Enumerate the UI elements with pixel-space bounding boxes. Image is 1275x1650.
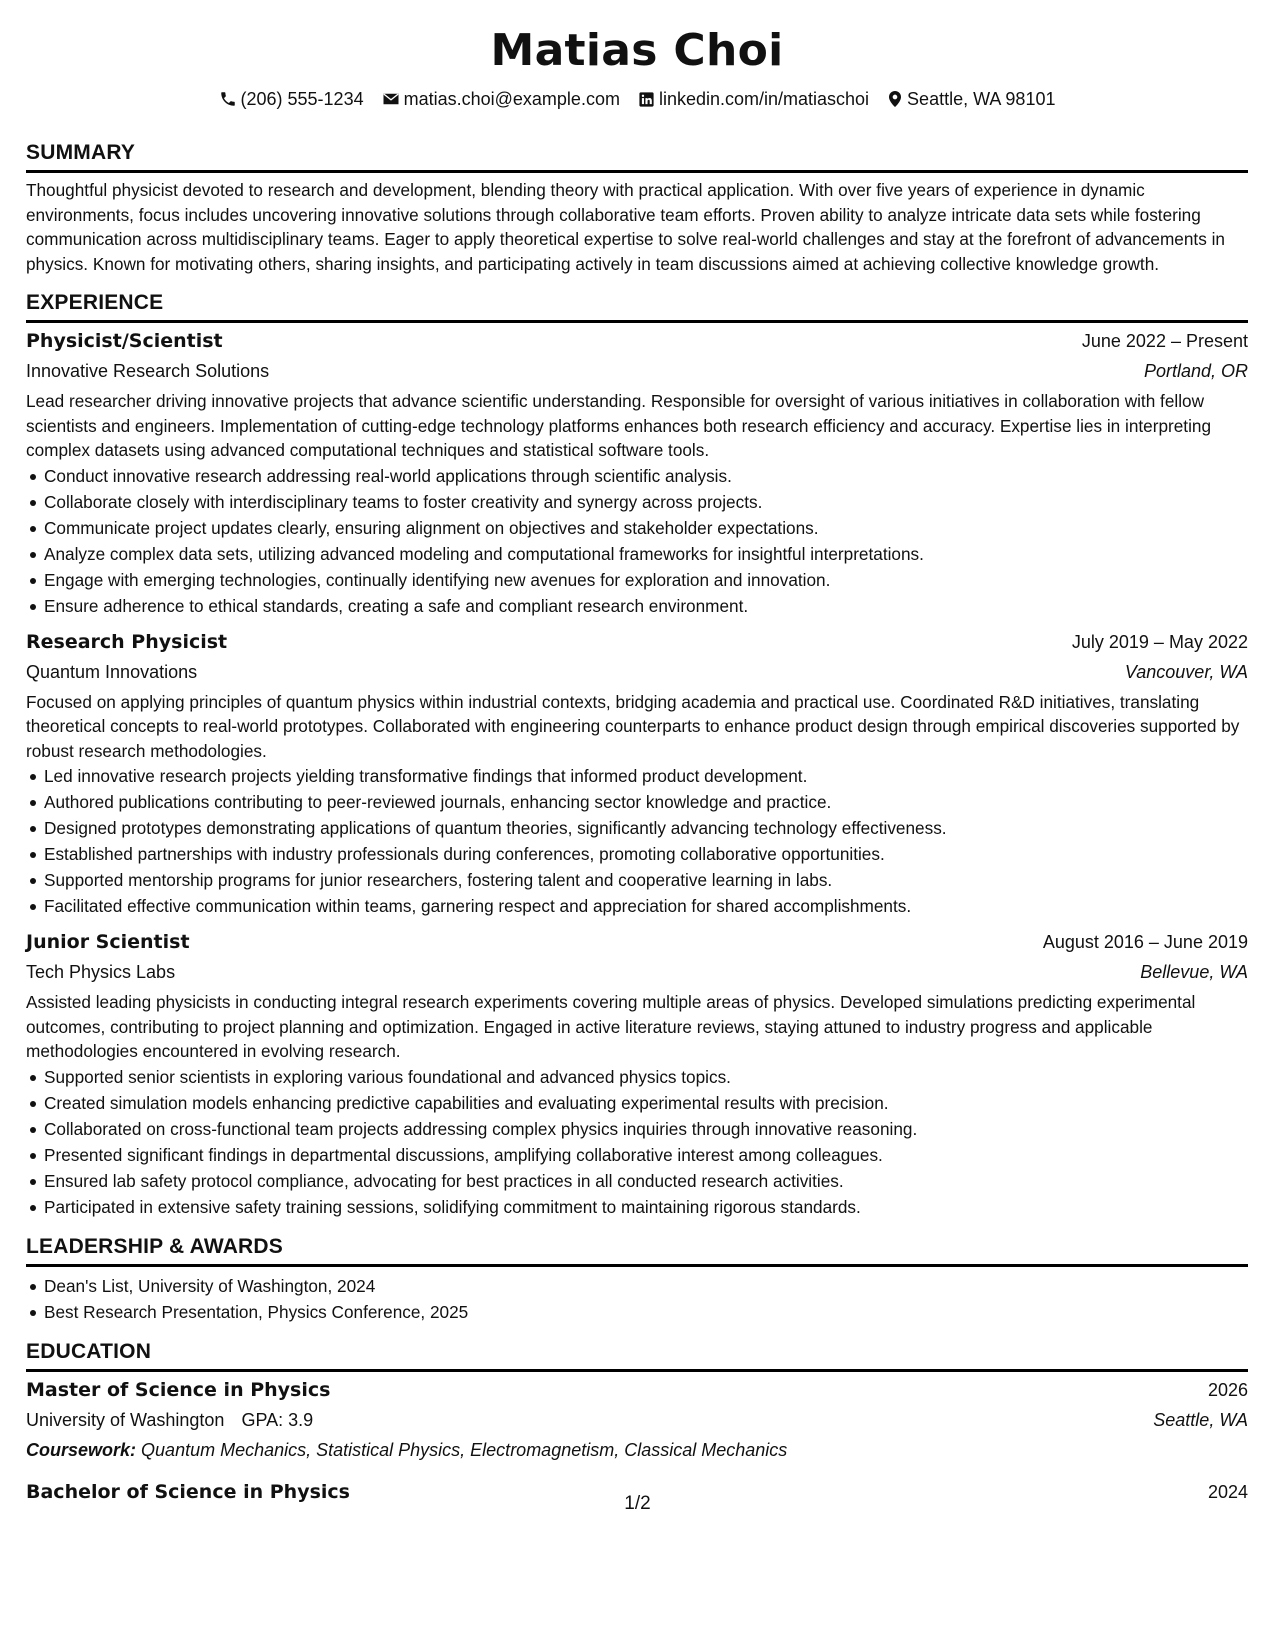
list-item: Communicate project updates clearly, ensuring alignment on objectives and stakeholder expectations. <box>44 515 1248 541</box>
awards-list <box>26 1273 1248 1325</box>
coursework-line <box>26 1435 1248 1465</box>
degree-header <box>26 1375 1248 1405</box>
job-dates: August 2016 – June 2019 <box>1042 932 1248 952</box>
list-item: Presented significant findings in departmental discussions, amplifying collaborative interest among colleagues. <box>44 1142 1248 1168</box>
job-dates: July 2019 – May 2022 <box>1071 631 1248 652</box>
school-name: University of Washington <box>26 1409 225 1430</box>
degree-name: Bachelor of Science in Physics <box>26 1480 350 1503</box>
list-item: Analyze complex data sets, utilizing advanced modeling and computational frameworks for insightful interpretations. <box>44 541 1248 567</box>
page-number: 1/2 <box>624 1493 651 1514</box>
experience-section <box>26 290 1248 1220</box>
degree-year: 2024 <box>1207 1481 1248 1502</box>
contact-linkedin[interactable] <box>638 88 869 110</box>
contact-phone <box>219 88 364 110</box>
job-dates: June 2022 – Present <box>1081 331 1248 351</box>
list-item: Ensured lab safety protocol compliance, advocating for best practices in all conducted research activities. <box>44 1168 1248 1194</box>
section-title-experience: EXPERIENCE <box>26 290 1248 323</box>
map-pin-icon <box>887 90 903 108</box>
list-item: Engage with emerging technologies, continually identifying new avenues for exploration and innovation. <box>44 567 1248 593</box>
job-description: Focused on applying principles of quantum physics within industrial contexts, bridging academia and practical use. Coordinated R&D initiatives, translating theoretical concepts to real-world prototypes. Collaborated with engineering counterparts to enhance product design through empirical discoveries supported by robust research methodologies. <box>26 691 1240 761</box>
degree-name: Master of Science in Physics <box>26 1378 331 1401</box>
linkedin-link[interactable]: linkedin.com/in/matiaschoi <box>658 89 870 109</box>
education-section <box>26 1339 1248 1507</box>
job-entry <box>26 326 1248 619</box>
job-header <box>26 627 1248 657</box>
school-line <box>26 1405 313 1435</box>
list-item: Designed prototypes demonstrating applications of quantum theories, significantly advancing technology effectiveness. <box>44 815 1248 841</box>
list-item: Supported senior scientists in exploring various foundational and advanced physics topics. <box>44 1064 1248 1090</box>
coursework-label: Coursework: <box>26 1439 137 1460</box>
section-title-summary: SUMMARY <box>26 140 1248 173</box>
envelope-icon <box>382 90 400 108</box>
job-entry <box>26 927 1248 1220</box>
coursework-list: Quantum Mechanics, Statistical Physics, Electromagnetism, Classical Mechanics <box>141 1439 788 1460</box>
list-item: Conduct innovative research addressing real-world applications through scientific analysis. <box>44 463 1248 489</box>
job-description: Assisted leading physicists in conducting integral research experiments covering multiple areas of physics. Developed simulations predicting experimental outcomes, contributing to project planning and optimization. Engaged in active literature reviews, staying attuned to industry progress and applicable methodologies encountered in evolving research. <box>26 992 1196 1061</box>
job-title: Research Physicist <box>26 630 228 653</box>
gpa: GPA: 3.9 <box>241 1409 314 1430</box>
job-organization: Quantum Innovations <box>26 661 198 682</box>
email-link[interactable]: matias.choi@example.com <box>403 89 620 109</box>
list-item: Collaborate closely with interdisciplinary teams to foster creativity and synergy across projects. <box>44 489 1248 515</box>
summary-section <box>26 140 1248 276</box>
job-description: Lead researcher driving innovative projects that advance scientific understanding. Responsible for oversight of various initiatives in collaboration with fellow scientists and engineers. Implementation of cutting-edge technology platforms enhances both research efficiency and accuracy. Expertise lies in interpreting complex datasets using advanced computational techniques and statistical software tools. <box>26 391 1212 460</box>
list-item: Ensure adherence to ethical standards, creating a safe and compliant research environment. <box>44 593 1248 619</box>
job-title: Junior Scientist <box>26 931 190 953</box>
job-organization: Tech Physics Labs <box>26 962 176 982</box>
contact-location <box>887 88 1055 110</box>
job-header <box>26 927 1248 957</box>
contact-bar <box>26 88 1248 110</box>
list-item: Collaborated on cross-functional team projects addressing complex physics inquiries through innovative reasoning. <box>44 1116 1248 1142</box>
resume-page <box>26 0 1248 1507</box>
degree-subheader <box>26 1405 1248 1435</box>
list-item: Established partnerships with industry professionals during conferences, promoting collaborative opportunities. <box>44 841 1248 867</box>
contact-email[interactable] <box>382 88 620 110</box>
job-subheader <box>26 356 1248 386</box>
summary-text: Thoughtful physicist devoted to research and development, blending theory with practical application. With over five years of experience in dynamic environments, focus includes uncovering innovative solutions through collaborative team efforts. Proven ability to analyze intricate data sets while fostering communication across multidisciplinary teams. Eager to apply theoretical expertise to solve real-world challenges and stay at the forefront of advancements in physics. Known for motivating others, sharing insights, and participating actively in team discussions aimed at achieving collective knowledge growth. <box>26 180 1225 274</box>
degree-year: 2026 <box>1207 1379 1248 1400</box>
job-entry <box>26 627 1248 920</box>
list-item: Authored publications contributing to peer-reviewed journals, enhancing sector knowledge and practice. <box>44 789 1248 815</box>
awards-section <box>26 1234 1248 1325</box>
job-organization: Innovative Research Solutions <box>26 361 270 381</box>
section-title-education: EDUCATION <box>26 1339 1248 1372</box>
job-bullets <box>26 463 1248 619</box>
list-item: Led innovative research projects yielding transformative findings that informed product development. <box>44 763 1248 789</box>
linkedin-icon <box>638 91 655 108</box>
candidate-name: Matias Choi <box>490 25 784 76</box>
school-location: Seattle, WA <box>1153 1409 1248 1430</box>
list-item: Supported mentorship programs for junior researchers, fostering talent and cooperative learning in labs. <box>44 867 1248 893</box>
list-item: Best Research Presentation, Physics Conference, 2025 <box>44 1299 1248 1325</box>
job-location: Bellevue, WA <box>1140 962 1248 982</box>
location-text: Seattle, WA 98101 <box>907 89 1056 109</box>
job-bullets <box>26 1064 1248 1220</box>
section-title-awards: LEADERSHIP & AWARDS <box>26 1234 1248 1267</box>
job-subheader <box>26 657 1248 687</box>
phone-icon <box>219 90 237 108</box>
list-item: Participated in extensive safety training sessions, solidifying commitment to maintaining rigorous standards. <box>44 1194 1248 1220</box>
phone-text: (206) 555-1234 <box>240 89 364 109</box>
job-location: Portland, OR <box>1143 361 1248 381</box>
job-bullets <box>26 763 1248 919</box>
list-item: Dean's List, University of Washington, 2024 <box>44 1273 1248 1299</box>
list-item: Created simulation models enhancing predictive capabilities and evaluating experimental results with precision. <box>44 1090 1248 1116</box>
job-title: Physicist/Scientist <box>26 330 223 352</box>
job-header <box>26 326 1248 356</box>
job-subheader <box>26 957 1248 987</box>
education-entry <box>26 1375 1248 1465</box>
job-location: Vancouver, WA <box>1124 661 1248 682</box>
list-item: Facilitated effective communication within teams, garnering respect and appreciation for shared accomplishments. <box>44 893 1248 919</box>
